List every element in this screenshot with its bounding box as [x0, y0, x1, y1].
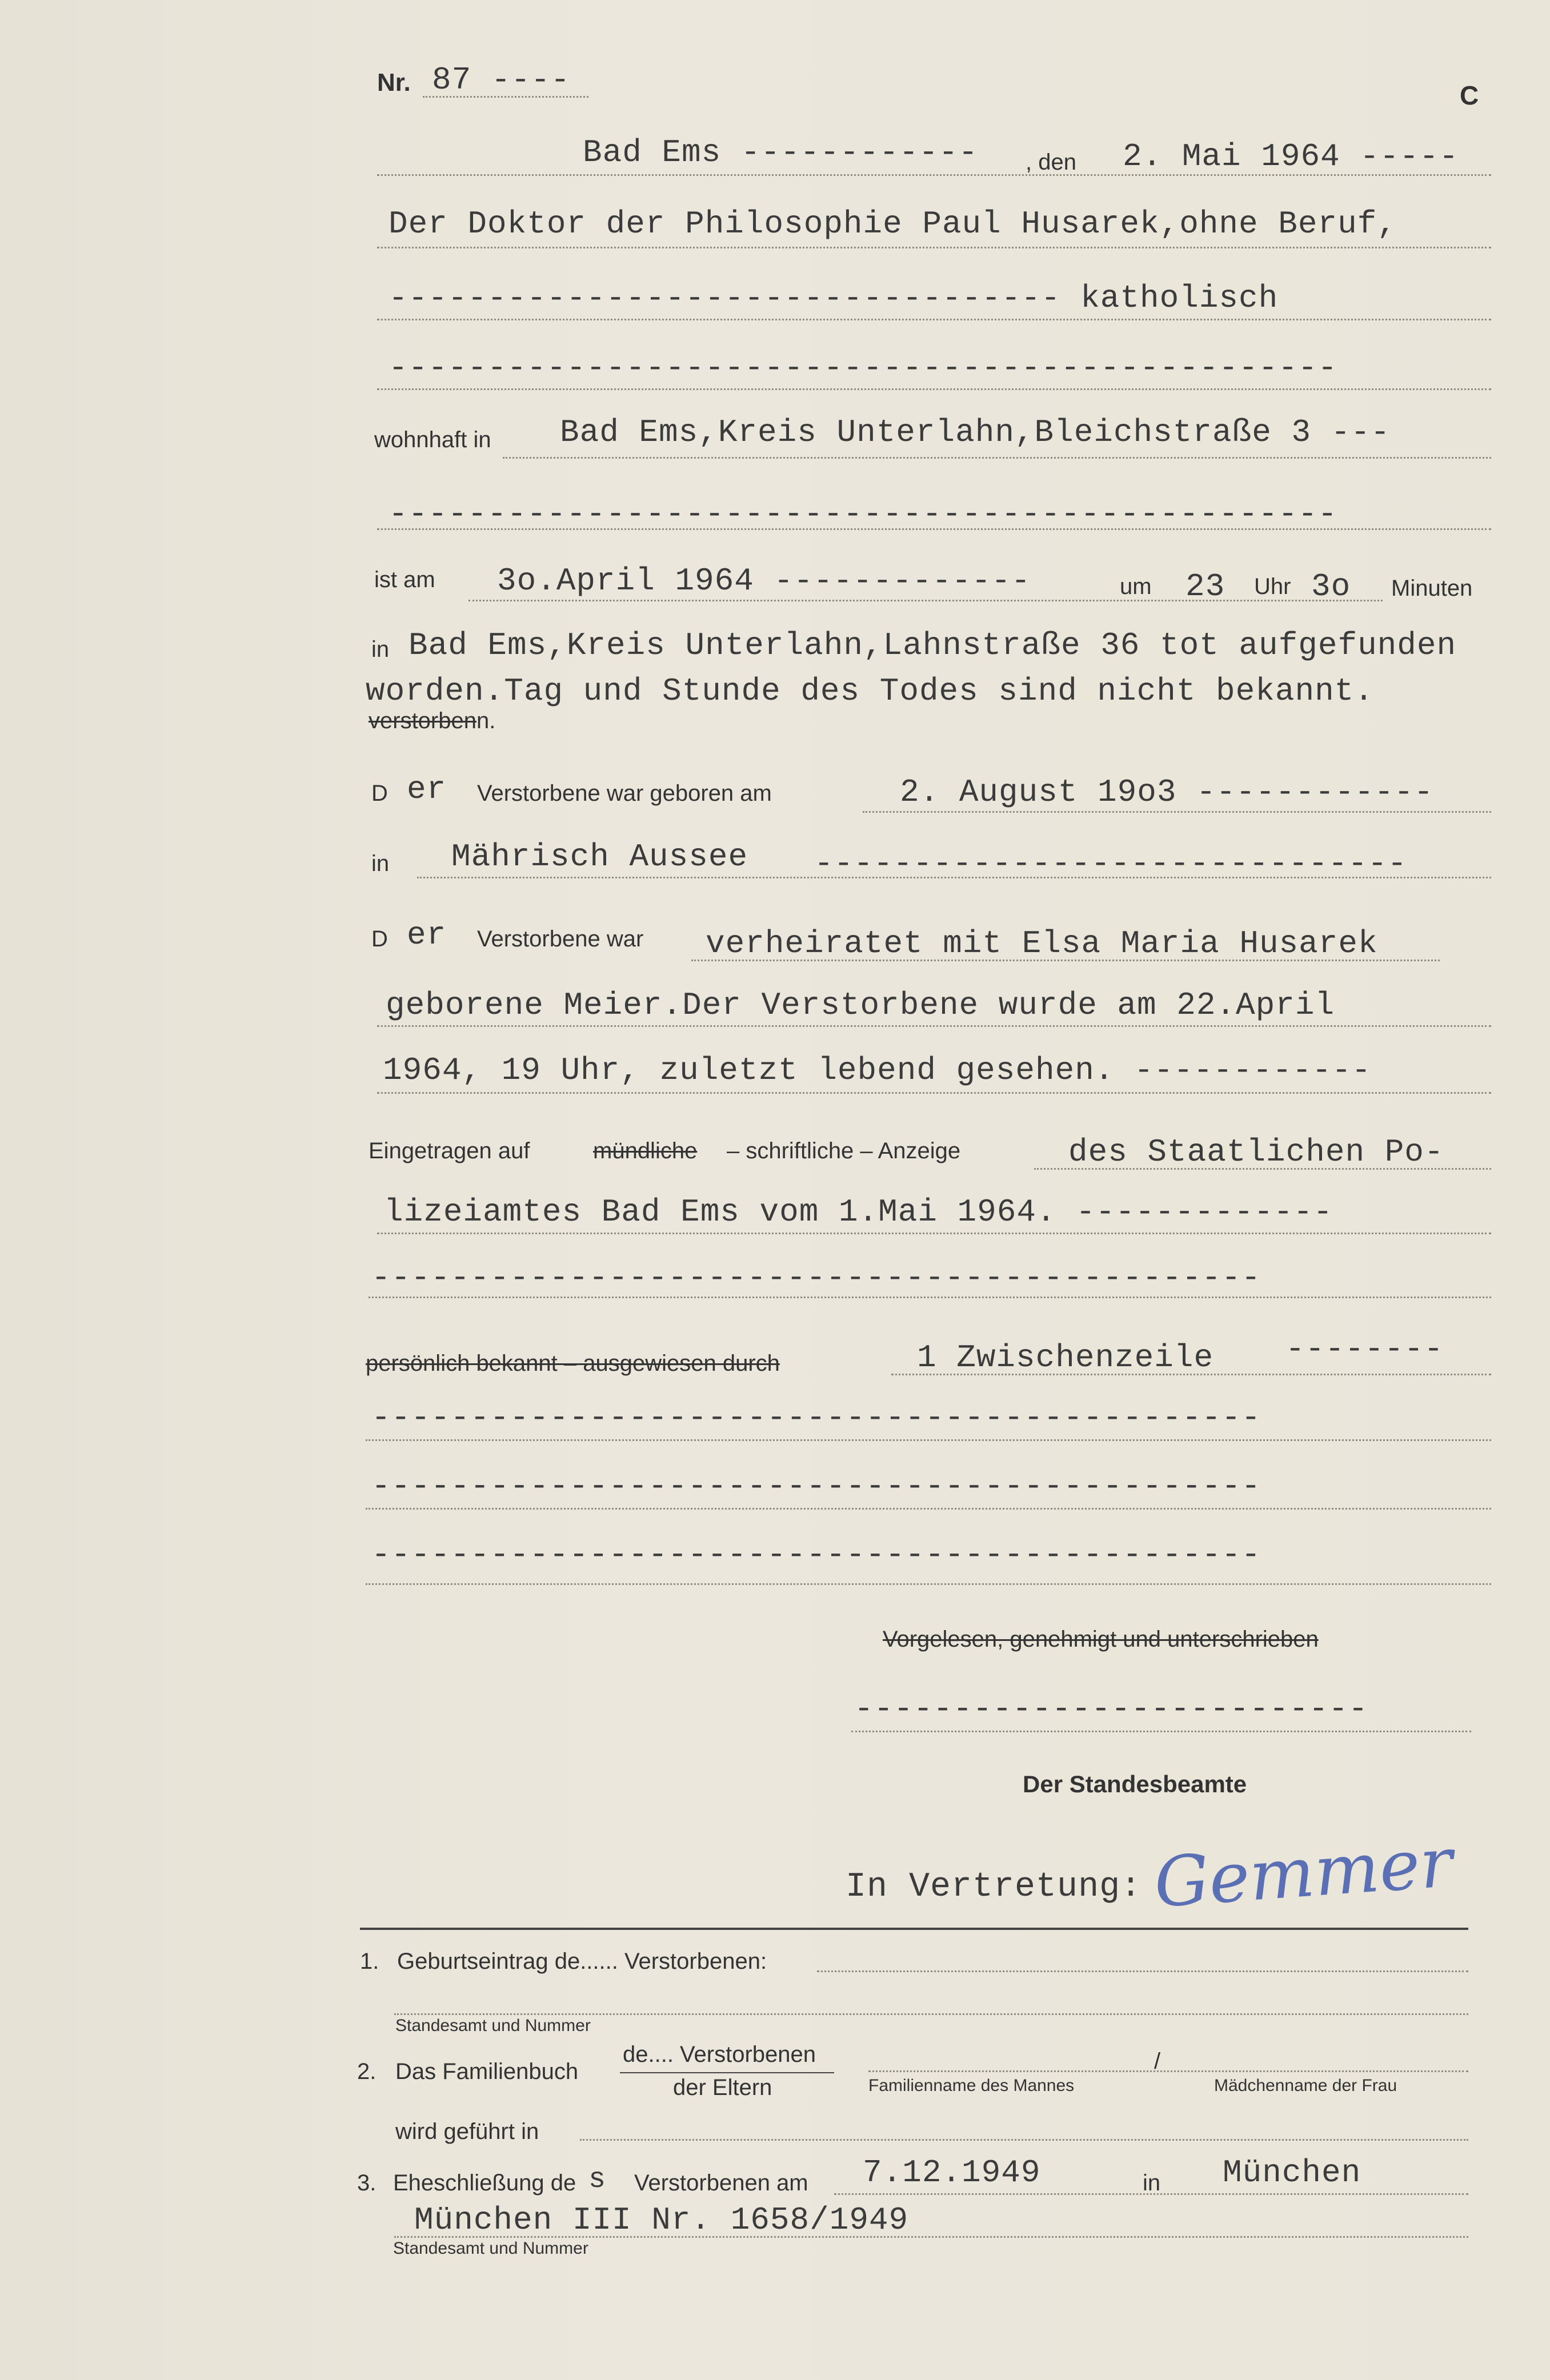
item3-in: in [1143, 2170, 1161, 2196]
item2-de: de.... Verstorbenen [623, 2042, 816, 2067]
dotted-line-2 [377, 319, 1491, 320]
zwischenzeile-dotted-line [891, 1374, 1491, 1375]
item3-s: s [588, 2164, 607, 2196]
anzeige-value: des Staatlichen Po- [1068, 1134, 1444, 1170]
geboren-d: D [371, 781, 388, 806]
item3-label: Eheschließung de [393, 2170, 576, 2196]
item2-dotted-line [868, 2070, 1468, 2072]
in-label: in [371, 637, 390, 662]
verstorben-end: n. [476, 708, 496, 733]
geboren-label: Verstorbene war geboren am [477, 781, 772, 806]
geboren-in-dash: ------------------------------ [814, 845, 1408, 882]
person-line-1: Der Doktor der Philosophie Paul Husarek,ohne Beruf, [388, 206, 1397, 242]
dash-line-a: --------------------------------------------- [371, 1399, 1261, 1436]
verh-d: D [371, 926, 388, 952]
verh-value: verheiratet mit Elsa Maria Husarek [706, 925, 1378, 962]
verstorben-line [369, 708, 495, 734]
ist-am-value: 3o.April 1964 ------------- [497, 563, 1031, 599]
um-label: um [1120, 574, 1152, 599]
item3-num: 3. [357, 2170, 377, 2196]
zwischenzeile-value: 1 Zwischenzeile [917, 1339, 1214, 1376]
item2-eltern: der Eltern [673, 2075, 772, 2100]
item3-dotted-line [834, 2193, 1468, 2195]
item2-gefuehrt-dotted-line [580, 2139, 1468, 2141]
item2-label: Das Familienbuch [395, 2059, 579, 2084]
time-dotted-line [468, 600, 1383, 601]
anzeige-line-3: --------------------------------------------- [371, 1259, 1261, 1296]
wohnhaft-label: wohnhaft in [374, 427, 491, 452]
verh-line-3: 1964, 19 Uhr, zuletzt lebend gesehen. ------------ [383, 1052, 1372, 1089]
uhr-value: 3o [1311, 568, 1351, 605]
item3-register-dotted-line [394, 2236, 1468, 2238]
place-value: Bad Ems ------------ [583, 134, 979, 171]
item3-place: München [1223, 2154, 1361, 2191]
verh-er: er [407, 917, 447, 953]
wohnhaft-dotted-line [503, 457, 1491, 459]
vorgelesen-struck: Vorgelesen, genehmigt und unterschrieben [883, 1627, 1319, 1652]
worden-line: worden.Tag und Stunde des Todes sind nicht bekannt. [366, 673, 1374, 709]
verh-line-2: geborene Meier.Der Verstorbene wurde am 22.April [386, 987, 1335, 1024]
dash-line-b: --------------------------------------------- [371, 1468, 1261, 1504]
geboren-dotted-line [863, 811, 1491, 813]
nr-value: 87 ---- [432, 62, 571, 98]
death-place-value: Bad Ems,Kreis Unterlahn,Lahnstraße 36 tot aufgefunden [408, 627, 1457, 664]
signature-dotted-line [851, 1731, 1471, 1732]
item1-num: 1. [360, 1949, 379, 1974]
verh-label: Verstorbene war [477, 926, 644, 952]
dash-line-c: --------------------------------------------- [371, 1536, 1261, 1573]
date-value: 2. Mai 1964 ----- [1123, 138, 1459, 175]
item1-dotted-line-2 [394, 2013, 1468, 2015]
geboren-in-value: Mährisch Aussee [451, 838, 748, 875]
verh-dotted-line-2 [377, 1025, 1491, 1027]
geboren-value: 2. August 19o3 ------------ [900, 774, 1434, 810]
eingetragen-rest: – schriftliche – Anzeige [727, 1138, 961, 1163]
signature-handwritten: Gemmer [1151, 1823, 1456, 1924]
item2-fraction-line [620, 2072, 834, 2073]
vertretung-label: In Vertretung: [846, 1868, 1142, 1907]
address-line-2: ------------------------------------------------ [388, 496, 1338, 532]
dotted-line-c [366, 1583, 1491, 1585]
dotted-line-3 [377, 388, 1491, 390]
verstorben-struck-text: verstorben [369, 708, 476, 733]
anzeige-line-2: lizeiamtes Bad Ems vom 1.Mai 1964. ------------- [384, 1194, 1333, 1230]
verh-dotted-line-3 [377, 1092, 1491, 1094]
item2-gefuehrt: wird geführt in [395, 2119, 539, 2144]
dotted-line-5 [377, 528, 1491, 530]
item2-num: 2. [357, 2059, 377, 2084]
item2-fam-mann: Familienname des Mannes [868, 2076, 1075, 2095]
wohnhaft-value: Bad Ems,Kreis Unterlahn,Bleichstraße 3 --- [560, 414, 1391, 451]
zwischenzeile-dash: -------- [1285, 1331, 1444, 1367]
item3-verst: Verstorbenen am [634, 2170, 808, 2196]
item1-label: Geburtseintrag de...... Verstorbenen: [397, 1949, 767, 1974]
anzeige-dotted-line-3 [369, 1297, 1491, 1298]
person-line-2: ---------------------------------- katholisch [388, 280, 1279, 316]
um-value: 23 [1185, 568, 1225, 605]
nr-label: Nr. [377, 69, 411, 97]
anzeige-dotted-line-2 [377, 1233, 1491, 1234]
persoenlich-struck: persönlich bekannt – ausgewiesen durch [366, 1351, 780, 1376]
dotted-line-a [366, 1439, 1491, 1441]
nr-dotted-line [423, 96, 588, 98]
eingetragen-label: Eingetragen auf [369, 1138, 530, 1163]
item2-slash: / [1154, 2049, 1161, 2074]
dotted-line-b [366, 1508, 1491, 1510]
geboren-in-dotted-line [417, 877, 1491, 878]
anzeige-dotted-line [1034, 1168, 1491, 1170]
corner-letter: C [1460, 81, 1479, 110]
standesbeamte-label: Der Standesbeamte [1023, 1771, 1247, 1797]
geboren-er: er [407, 771, 447, 808]
person-line-3: ------------------------------------------------ [388, 350, 1338, 386]
dotted-line-1 [377, 247, 1491, 248]
minuten-label: Minuten [1391, 576, 1473, 601]
item3-date: 7.12.1949 [863, 2154, 1041, 2191]
item3-sub: Standesamt und Nummer [393, 2239, 588, 2258]
item2-fam-frau: Mädchenname der Frau [1214, 2076, 1397, 2095]
verh-dotted-line [691, 960, 1440, 961]
ist-am-label: ist am [374, 567, 435, 592]
muendliche-struck: mündliche [593, 1138, 698, 1163]
footer-divider [360, 1928, 1468, 1930]
item3-register: München III Nr. 1658/1949 [414, 2202, 909, 2238]
item1-dotted-line [817, 1970, 1468, 1972]
uhr-label: Uhr [1254, 574, 1291, 599]
signature-dash-line: -------------------------- [854, 1691, 1368, 1727]
den-label: , den [1026, 150, 1076, 175]
place-dotted-line [377, 174, 1491, 176]
item1-sub: Standesamt und Nummer [395, 2016, 591, 2035]
geboren-in-label: in [371, 851, 390, 876]
